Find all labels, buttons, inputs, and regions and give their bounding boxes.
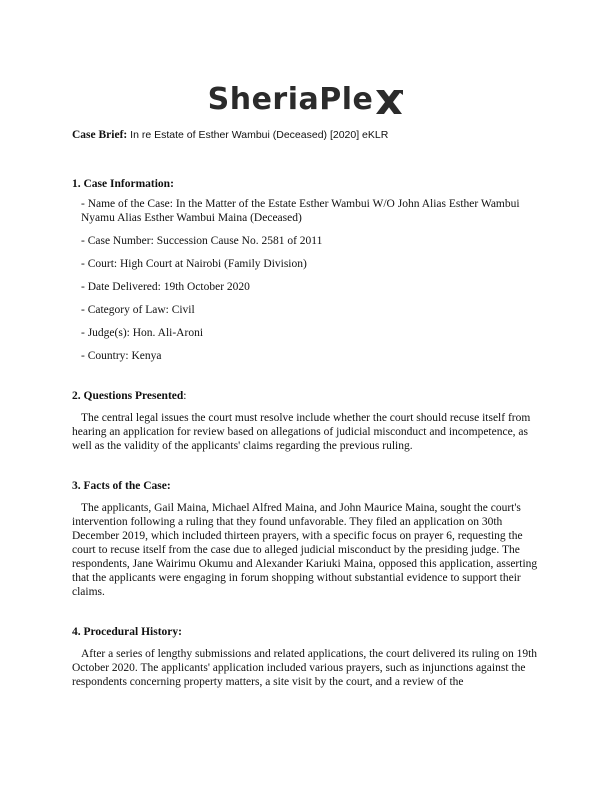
case-brief-line	[72, 129, 542, 141]
x-mark-icon	[374, 87, 404, 117]
logo-text: SheriaPle	[207, 82, 374, 117]
facts-heading: 3. Facts of the Case:	[72, 480, 171, 492]
info-case-name: - Name of the Case: In the Matter of the Estate Esther Wambui W/O John Alias Esther Wambui Nyamu Alias Esther Wambui Maina (Deceased)	[81, 198, 520, 224]
info-court: - Court: High Court at Nairobi (Family Division)	[81, 258, 307, 270]
sheriaplex-logo	[0, 78, 612, 122]
questions-presented-body: The central legal issues the court must resolve include whether the court should recuse itself from hearing an application for review based on allegations of judicial misconduct and incompetence, as well as the validity of the applicants' claims regarding the previous ruling.	[72, 412, 531, 452]
questions-heading-text: 2. Questions Presented	[72, 390, 184, 402]
info-date-delivered: - Date Delivered: 19th October 2020	[81, 281, 250, 293]
info-country: - Country: Kenya	[81, 350, 162, 362]
case-information-heading: 1. Case Information:	[72, 178, 174, 190]
case-brief-label: Case Brief:	[72, 129, 128, 141]
procedural-history-body: After a series of lengthy submissions and related applications, the court delivered its ruling on 19th October 2020. The applicants' application included various prayers, such as injunctions against the respondents concerning property matters, a site visit by the court, and a review of the	[72, 648, 538, 688]
facts-body: The applicants, Gail Maina, Michael Alfred Maina, and John Maurice Maina, sought the court's intervention following a ruling that they found unfavorable. They filed an application on 30th December 2019, which included thirteen prayers, with a specific focus on prayer 6, requesting the court to recuse itself from the case due to alleged judicial misconduct by the presiding judge. The respondents, Jane Wairimu Okumu and Alexander Kariuki Maina, opposed this application, asserting that the applicants were engaging in forum shopping without substantial evidence to support their claims.	[72, 502, 538, 598]
procedural-history-heading: 4. Procedural History:	[72, 626, 182, 638]
info-category: - Category of Law: Civil	[81, 304, 195, 316]
questions-presented-heading	[72, 389, 542, 403]
document-body	[72, 177, 542, 689]
info-judges: - Judge(s): Hon. Ali-Aroni	[81, 327, 204, 339]
questions-heading-colon: :	[183, 390, 187, 402]
info-case-number: - Case Number: Succession Cause No. 2581 of 2011	[81, 235, 323, 247]
case-brief-title: In re Estate of Esther Wambui (Deceased) [2020] eKLR	[130, 129, 389, 141]
